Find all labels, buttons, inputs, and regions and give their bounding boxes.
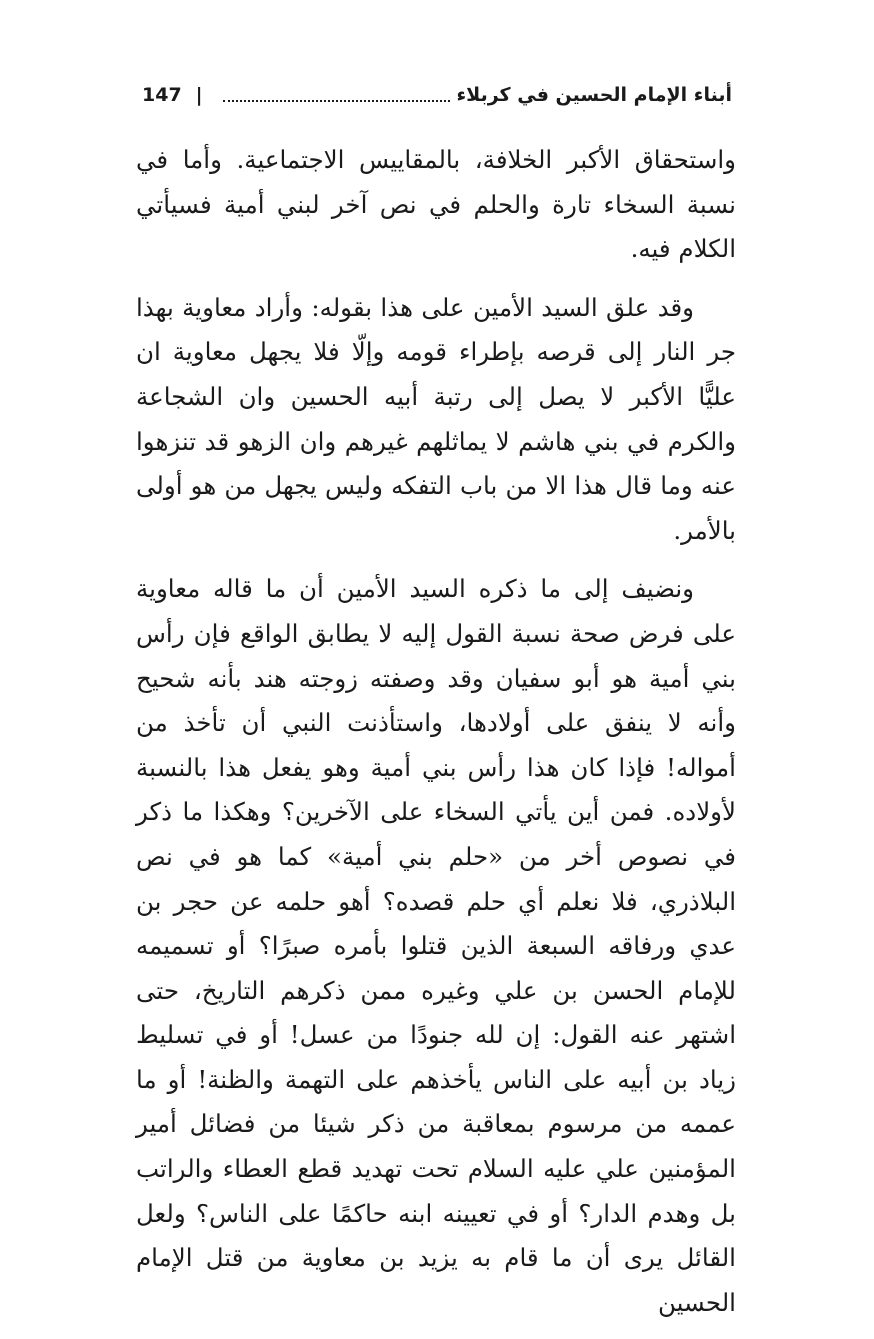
- paragraph-2: وقد علق السيد الأمين على هذا بقوله: وأراد معاوية بهذا جر النار إلى قرصه بإطراء قومه وإلّا فلا يجهل معاوية ان عليًّا الأكبر لا يصل إلى رتبة أبيه الحسين وان الشجاعة والكرم في بني هاشم لا يماثلهم غيرهم وان الزهو قد تنزهوا عنه وما قال هذا الا من باب التفكه وليس يجهل من هو أولى بالأمر.: [136, 292, 736, 545]
- header-separator: |: [195, 84, 203, 106]
- running-header: [142, 80, 732, 110]
- page-body: [136, 138, 736, 1339]
- paragraph-3: ونضيف إلى ما ذكره السيد الأمين أن ما قاله معاوية على فرض صحة نسبة القول إليه لا يطابق الواقع فإن رأس بني أمية هو أبو سفيان وقد وصفته زوجته هند بأنه شحيح وأنه لا ينفق على أولادها، واستأذنت النبي أن تأخذ من أمواله! فإذا كان هذا رأس بني أمية وهو يفعل هذا بالنسبة لأولاده. فمن أين يأتي السخاء على الآخرين؟ وهكذا ما ذكر في نصوص أخر من «حلم بني أمية» كما هو في نص البلاذري، فلا نعلم أي حلم قصده؟ أهو حلمه عن حجر بن عدي ورفاقه السبعة الذين قتلوا بأمره صبرًا؟ أو تسميمه للإمام الحسن بن علي وغيره ممن ذكرهم التاريخ، حتى اشتهر عنه القول: إن لله جنودًا من عسل! أو في تسليط زياد بن أبيه على الناس يأخذهم على التهمة والظنة! أو ما عممه من مرسوم بمعاقبة من ذكر شيئا من فضائل أمير المؤمنين علي عليه السلام تحت تهديد قطع العطاء والراتب بل وهدم الدار؟ أو في تعيينه ابنه حاكمًا على الناس؟ ولعل القائل يرى أن ما قام به يزيد بن معاوية من قتل الإمام الحسين: [136, 574, 736, 1317]
- page-number: 147: [142, 84, 182, 106]
- book-title: أبناء الإمام الحسين في كربلاء: [456, 84, 732, 106]
- leader-dots: [223, 98, 451, 102]
- paragraph-1: واستحقاق الأكبر الخلافة، بالمقاييس الاجتماعية. وأما في نسبة السخاء تارة والحلم في نص آخر لبني أمية فسيأتي الكلام فيه.: [136, 145, 736, 264]
